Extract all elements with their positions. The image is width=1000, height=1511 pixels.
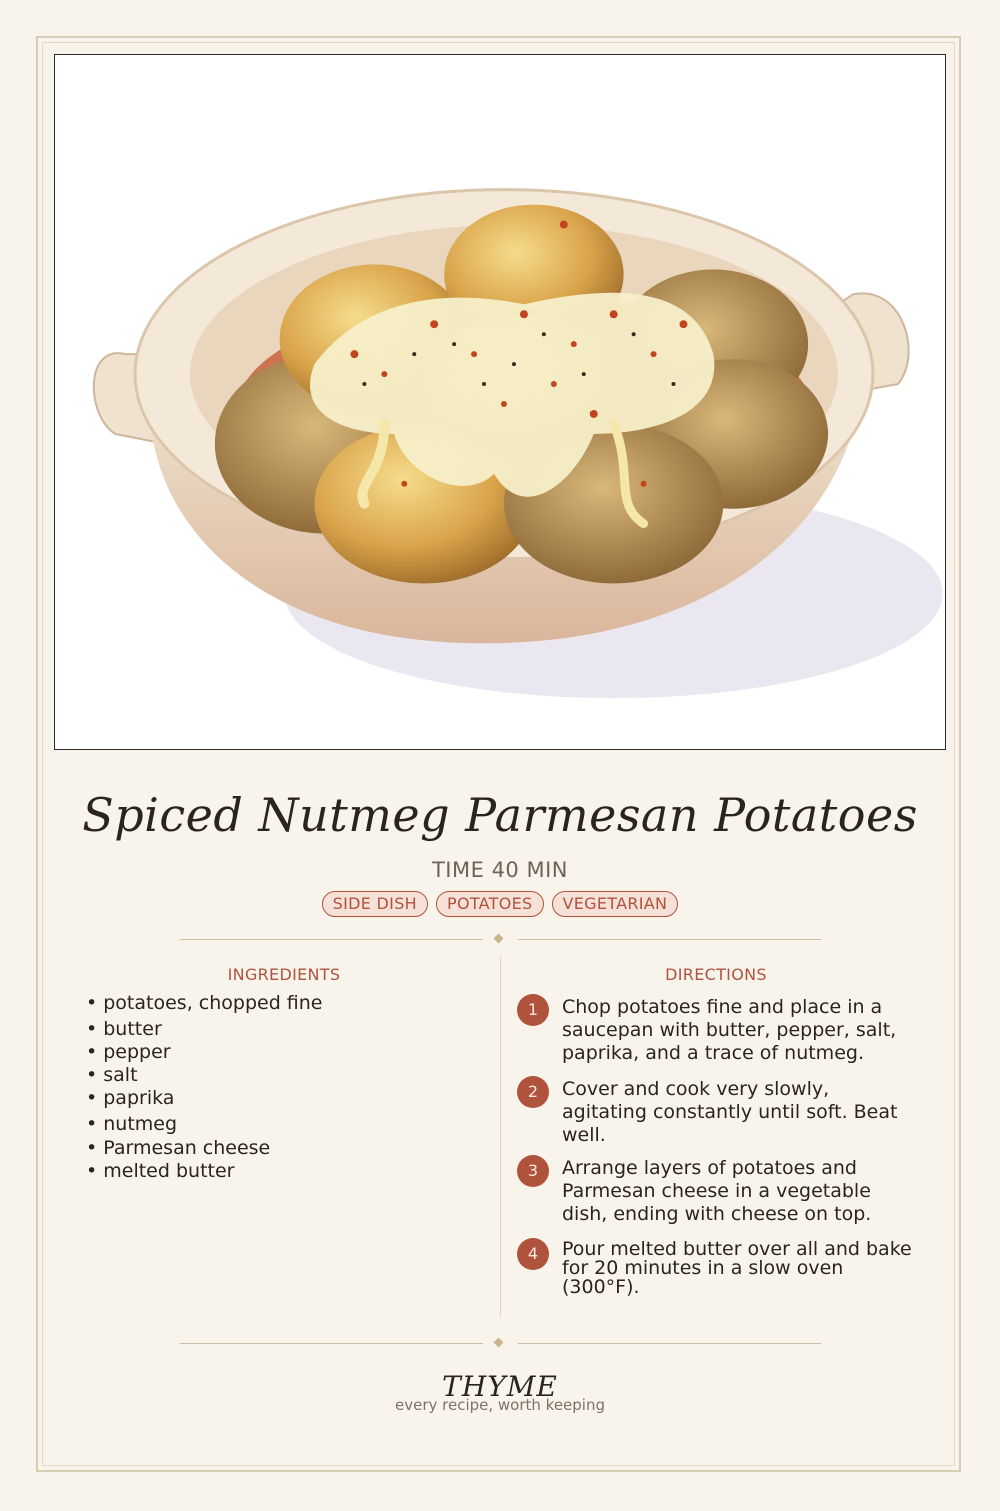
column-separator — [500, 956, 501, 1318]
step-text: Pour melted butter over all and bake for 20 minutes in a slow oven (300°F). — [562, 1238, 912, 1298]
step-text: Arrange layers of potatoes and Parmesan cheese in a vegetable dish, ending with cheese on top. — [562, 1157, 872, 1225]
ingredient-item: • nutmeg — [86, 1113, 486, 1136]
ingredient-list — [86, 992, 486, 1183]
tag-side-dish[interactable]: SIDE DISH — [322, 891, 428, 917]
step-text: Cover and cook very slowly, agitating constantly until soft. Beat well. — [562, 1078, 898, 1146]
ingredient-item: • Parmesan cheese — [86, 1137, 486, 1160]
tag-vegetarian[interactable]: VEGETARIAN — [552, 891, 679, 917]
brand-logo: THYME — [442, 1370, 558, 1403]
ingredient-item: • paprika — [86, 1087, 486, 1110]
ingredients-heading: INGREDIENTS — [227, 965, 341, 984]
diamond-ornament-icon — [494, 1338, 504, 1348]
tag-potatoes[interactable]: POTATOES — [436, 891, 544, 917]
step-number-badge: 4 — [517, 1238, 549, 1270]
ingredient-item: • pepper — [86, 1041, 486, 1064]
ingredient-item: • potatoes, chopped fine — [86, 992, 486, 1015]
cook-time: TIME 40 MIN — [431, 858, 568, 882]
tag-list — [0, 891, 1000, 917]
step-number-badge: 2 — [517, 1076, 549, 1108]
step-number-badge: 3 — [517, 1155, 549, 1187]
diamond-ornament-icon — [494, 934, 504, 944]
step-text: Chop potatoes fine and place in a saucepan with butter, pepper, salt, paprika, and a trace of nutmeg. — [562, 996, 897, 1064]
recipe-title: Spiced Nutmeg Parmesan Potatoes — [82, 788, 918, 842]
ingredient-item: • salt — [86, 1064, 486, 1087]
section-divider-top — [180, 934, 821, 946]
step-number-badge: 1 — [517, 994, 549, 1026]
recipe-illustration — [54, 54, 946, 750]
brand-tagline: every recipe, worth keeping — [394, 1396, 605, 1414]
ingredient-item: • butter — [86, 1018, 486, 1041]
section-divider-bottom — [180, 1338, 821, 1350]
ingredient-item: • melted butter — [86, 1160, 486, 1183]
directions-heading: DIRECTIONS — [665, 965, 767, 984]
